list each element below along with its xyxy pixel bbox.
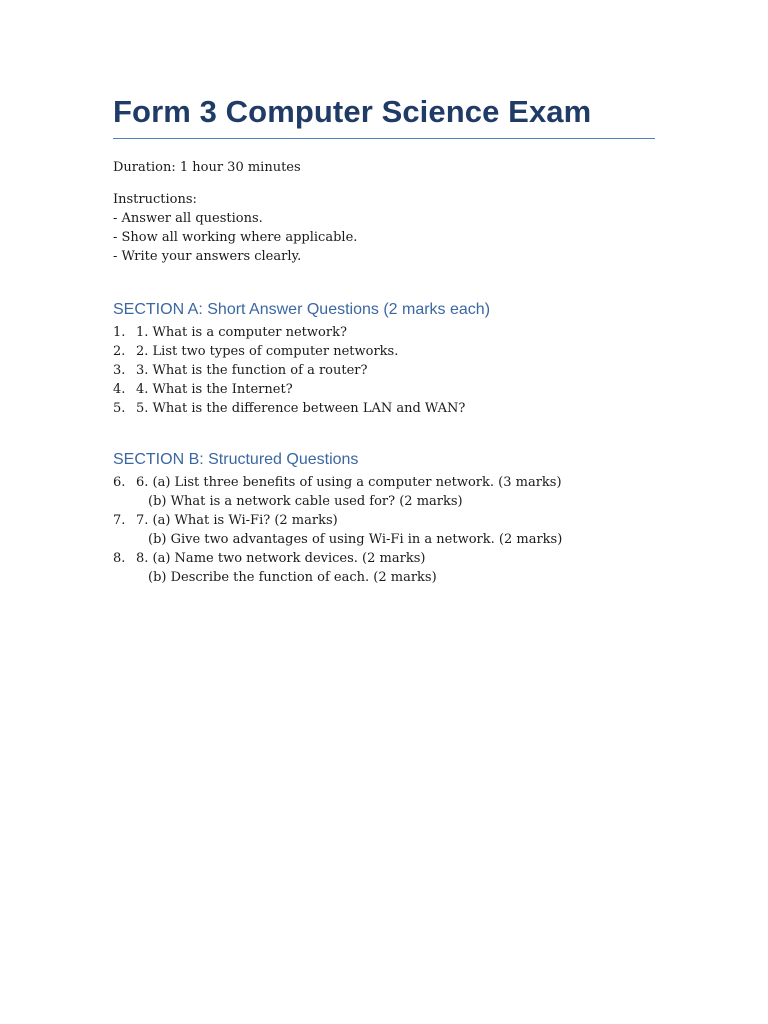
- question-number: 6.: [113, 475, 126, 490]
- question-item: [113, 342, 655, 361]
- question-item: [113, 380, 655, 399]
- section-b-question-list: [113, 473, 655, 587]
- question-number: 7.: [113, 513, 126, 528]
- question-text: 5. What is the difference between LAN and WAN?: [136, 401, 466, 416]
- question-number: 4.: [113, 382, 126, 397]
- question-text: 1. What is a computer network?: [136, 325, 347, 340]
- exam-document: [113, 92, 655, 587]
- section-a-heading: SECTION A: Short Answer Questions (2 marks each): [113, 301, 491, 318]
- question-part-b: (b) Describe the function of each. (2 marks): [148, 570, 437, 585]
- instruction-item: - Answer all questions.: [113, 211, 263, 226]
- instruction-item: - Show all working where applicable.: [113, 230, 358, 245]
- instructions-heading: Instructions:: [113, 192, 197, 207]
- question-part-a: 8. (a) Name two network devices. (2 marks): [136, 551, 426, 566]
- duration-text: Duration: 1 hour 30 minutes: [113, 160, 301, 175]
- question-part-b: (b) What is a network cable used for? (2 marks): [148, 494, 463, 509]
- document-title: Form 3 Computer Science Exam: [113, 92, 655, 139]
- instructions-block: [113, 190, 655, 266]
- question-item: [113, 361, 655, 380]
- question-item: [113, 399, 655, 418]
- question-number: 3.: [113, 363, 126, 378]
- question-part-a: 7. (a) What is Wi-Fi? (2 marks): [136, 513, 338, 528]
- question-item: [113, 473, 655, 511]
- question-part-a: 6. (a) List three benefits of using a computer network. (3 marks): [136, 475, 562, 490]
- instruction-item: - Write your answers clearly.: [113, 249, 302, 264]
- question-number: 1.: [113, 325, 126, 340]
- question-item: [113, 511, 655, 549]
- question-text: 4. What is the Internet?: [136, 382, 293, 397]
- question-text: 3. What is the function of a router?: [136, 363, 368, 378]
- question-number: 2.: [113, 344, 126, 359]
- question-number: 5.: [113, 401, 126, 416]
- question-item: [113, 323, 655, 342]
- question-item: [113, 549, 655, 587]
- question-part-b: (b) Give two advantages of using Wi-Fi in a network. (2 marks): [148, 532, 563, 547]
- section-a-question-list: [113, 323, 655, 418]
- section-b-heading: SECTION B: Structured Questions: [113, 451, 359, 468]
- question-text: 2. List two types of computer networks.: [136, 344, 399, 359]
- question-number: 8.: [113, 551, 126, 566]
